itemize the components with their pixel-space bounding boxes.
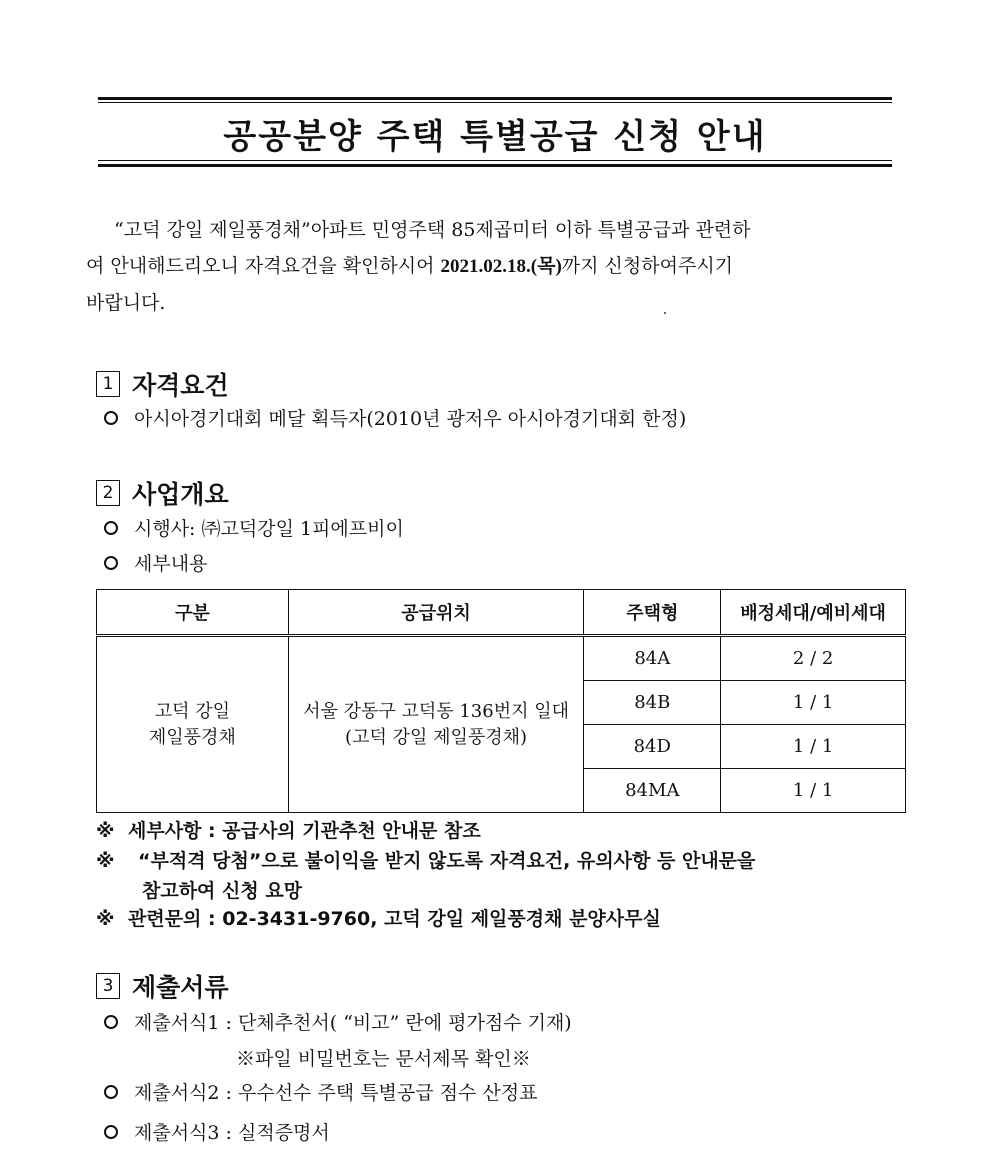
document-item-1 (104, 1008, 572, 1035)
allocation-cell: 1 / 1 (721, 769, 906, 813)
document-item-3-text: 제출서식3 : 실적증명서 (134, 1122, 330, 1144)
document-item-3 (104, 1118, 330, 1145)
note-details (96, 816, 906, 846)
section-documents (96, 968, 229, 1004)
type-cell: 84A (584, 636, 721, 681)
title-top-rule-inner (98, 102, 892, 103)
details-text: 세부내용 (134, 553, 208, 575)
circle-bullet-icon (104, 521, 118, 535)
circle-bullet-icon (104, 411, 118, 425)
deadline-date: 2021.02.18.(목) (440, 256, 562, 277)
intro-paragraph (86, 212, 898, 321)
circle-bullet-icon (104, 1125, 118, 1139)
reference-mark-icon: ※ (96, 908, 115, 930)
section-number-box: 3 (96, 973, 120, 999)
header-type: 주택형 (584, 590, 721, 636)
section-heading: 제출서류 (132, 973, 229, 1002)
location-line-2: (고덕 강일 제일풍경채) (345, 726, 528, 748)
type-cell: 84D (584, 725, 721, 769)
stray-dot (664, 312, 666, 314)
developer-text: 시행사: ㈜고덕강일 1피에프비이 (134, 518, 404, 540)
title-top-rule (98, 97, 892, 100)
allocation-cell: 1 / 1 (721, 725, 906, 769)
section-heading: 사업개요 (132, 480, 229, 509)
page-title: 공공분양 주택 특별공급 신청 안내 (223, 117, 767, 157)
allocation-cell: 1 / 1 (721, 681, 906, 725)
document-item-1-text: 제출서식1 : 단체추천서( “비고” 란에 평가점수 기재) (134, 1012, 572, 1034)
allocation-cell: 2 / 2 (721, 636, 906, 681)
type-cell: 84MA (584, 769, 721, 813)
developer-item (104, 514, 404, 541)
section-number-box: 1 (96, 371, 120, 397)
details-item (104, 549, 207, 576)
location-cell (288, 636, 584, 813)
password-note: ※파일 비밀번호는 문서제목 확인※ (236, 1048, 531, 1070)
document-item-2-text: 제출서식2 : 우수선수 주택 특별공급 점수 산정표 (134, 1082, 538, 1104)
intro-line-3: 바랍니다. (86, 292, 166, 314)
location-line-1: 서울 강동구 고덕동 136번지 일대 (303, 700, 569, 722)
note-contact-text: 관련문의 : 02-3431-9760, 고덕 강일 제일풍경채 분양사무실 (128, 908, 661, 930)
intro-line-2 (86, 248, 898, 285)
table-header-row (97, 590, 906, 636)
note-warning (96, 846, 906, 906)
note-warning-line-1: “부적격 당첨”으로 불이익을 받지 않도록 자격요건, 유의사항 등 안내문을 (138, 850, 756, 872)
title-bottom-rule-inner (98, 160, 892, 161)
section-overview (96, 475, 229, 511)
circle-bullet-icon (104, 1015, 118, 1029)
intro-line-2-pre: 여 안내해드리오니 자격요건을 확인하시어 (86, 255, 441, 277)
header-allocation: 배정세대/예비세대 (721, 590, 906, 636)
reference-mark-icon: ※ (96, 820, 115, 842)
category-line-1: 고덕 강일 (154, 700, 230, 722)
title-bottom-rule (98, 164, 892, 167)
type-cell: 84B (584, 681, 721, 725)
qualification-text: 아시아경기대회 메달 획득자(2010년 광저우 아시아경기대회 한정) (134, 408, 687, 430)
section-number-box: 2 (96, 480, 120, 506)
supply-table (96, 589, 906, 813)
header-category: 구분 (97, 590, 289, 636)
category-cell (97, 636, 289, 813)
category-line-2: 제일풍경채 (148, 726, 236, 748)
section-heading: 자격요건 (132, 371, 229, 400)
circle-bullet-icon (104, 556, 118, 570)
circle-bullet-icon (104, 1085, 118, 1099)
note-details-text: 세부사항 : 공급사의 기관추천 안내문 참조 (128, 820, 481, 842)
intro-line-2-post: 까지 신청하여주시기 (561, 255, 734, 277)
qualification-item (104, 404, 686, 431)
intro-line-1: “고덕 강일 제일풍경채”아파트 민영주택 85제곱미터 이하 특별공급과 관련하 (114, 219, 751, 241)
section-qualification (96, 366, 229, 402)
header-location: 공급위치 (288, 590, 584, 636)
note-contact (96, 904, 906, 934)
reference-mark-icon: ※ (96, 850, 115, 872)
document-item-2 (104, 1078, 537, 1105)
table-row (97, 636, 906, 681)
title-box (98, 97, 892, 167)
note-warning-line-2: 참고하여 신청 요망 (142, 880, 303, 902)
